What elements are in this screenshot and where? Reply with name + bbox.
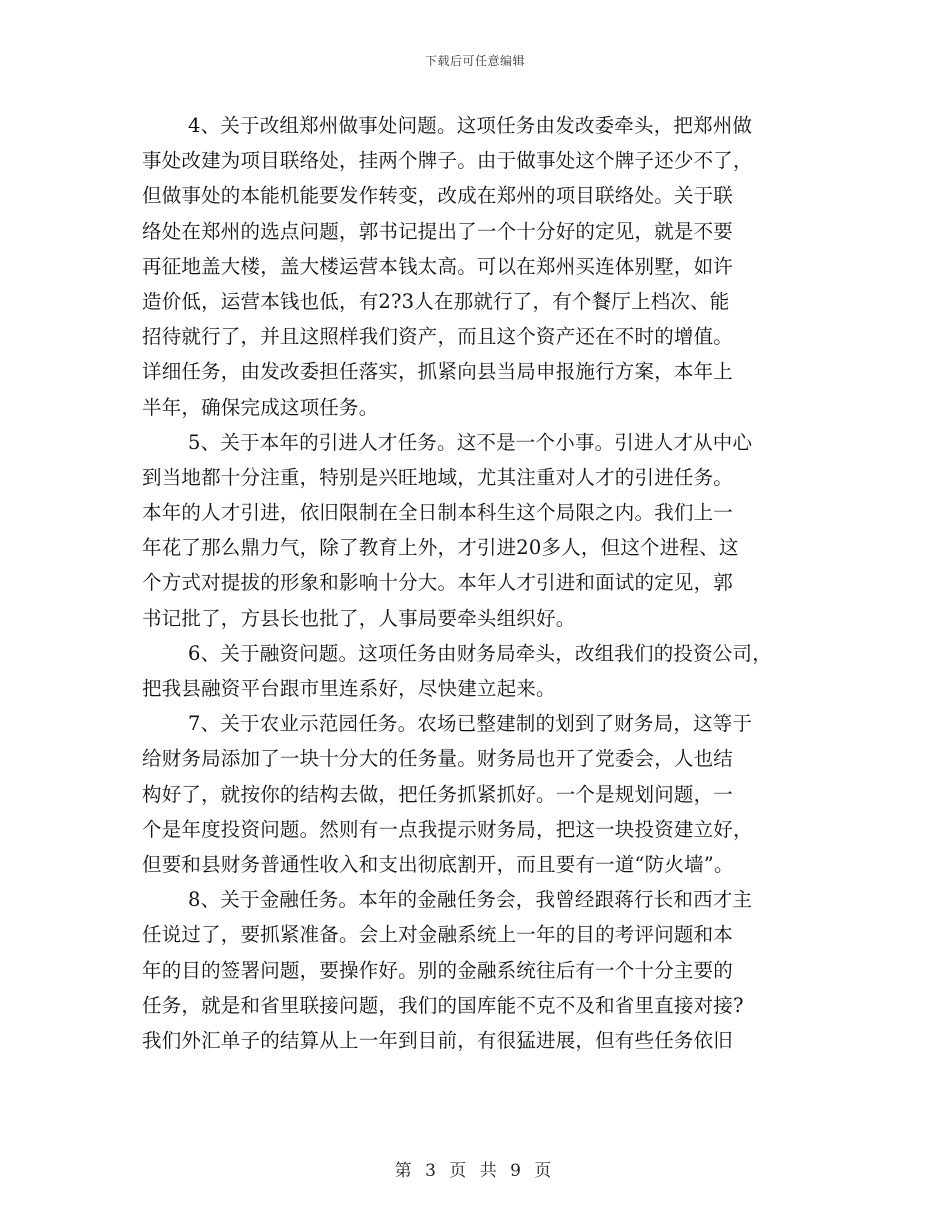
text-line: 8、关于金融任务。本年的金融任务会，我曾经跟蒋行长和西才主 <box>188 888 753 912</box>
text-line: 年花了那么鼎力气，除了教育上外，才引进20多人，但这个进程、这 <box>142 536 739 560</box>
document-body <box>142 108 810 1058</box>
text-line: 事处改建为项目联络处，挂两个牌子。由于做事处这个牌子还少不了， <box>142 149 753 173</box>
text-line: 招待就行了，并且这照样我们资产，而且这个资产还在不时的增值。 <box>142 325 734 349</box>
paragraph-7 <box>142 706 810 882</box>
text-line: 任务，就是和省里联接问题，我们的国库能不克不及和省里直接对接? <box>142 993 744 1017</box>
paragraph-4 <box>142 108 810 425</box>
text-line: 4、关于改组郑州做事处问题。这项任务由发改委牵头，把郑州做 <box>188 114 753 137</box>
paragraph-8 <box>142 882 810 1058</box>
text-line: 个方式对提拔的形象和影响十分大。本年人才引进和面试的定见，郭 <box>142 571 734 595</box>
page-header: 下载后可任意编辑 <box>424 54 525 68</box>
text-line: 半年，确保完成这项任务。 <box>142 395 379 419</box>
text-line: 7、关于农业示范园任务。农场已整建制的划到了财务局，这等于 <box>188 712 753 736</box>
text-line: 造价低，运营本钱也低，有2?3人在那就行了，有个餐厅上档次、能 <box>142 289 730 313</box>
text-line: 构好了，就按你的结构去做，把任务抓紧抓好。一个是规划问题，一 <box>142 782 734 806</box>
text-line: 把我县融资平台跟市里连系好，尽快建立起来。 <box>142 677 556 700</box>
text-line: 5、关于本年的引进人才任务。这不是一个小事。引进人才从中心 <box>188 430 753 454</box>
text-line: 给财务局添加了一块十分大的任务量。财务局也开了党委会，人也结 <box>142 747 734 771</box>
text-line: 再征地盖大楼，盖大楼运营本钱太高。可以在郑州买连体别墅，如许 <box>142 254 734 278</box>
text-line: 我们外汇单子的结算从上一年到目前，有很猛进展，但有些任务依旧 <box>142 1028 734 1052</box>
text-line: 络处在郑州的选点问题，郭书记提出了一个十分好的定见，就是不要 <box>142 219 734 243</box>
text-line: 到当地都十分注重，特别是兴旺地域，尤其注重对人才的引进任务。 <box>142 465 734 489</box>
text-line: 详细任务，由发改委担任落实，抓紧向县当局申报施行方案，本年上 <box>142 360 734 384</box>
page-number-footer: 第 3 页 共 9 页 <box>394 1161 556 1181</box>
text-line: 个是年度投资问题。然则有一点我提示财务局，把这一块投资建立好， <box>142 817 753 841</box>
paragraph-6 <box>142 636 810 706</box>
text-line: 任说过了，要抓紧准备。会上对金融系统上一年的目的考评问题和本 <box>142 923 734 947</box>
text-line: 年的目的签署问题，要操作好。别的金融系统往后有一个十分主要的 <box>142 958 734 982</box>
text-line: 但要和县财务普通性收入和支出彻底割开，而且要有一道“防火墙”。 <box>142 852 734 876</box>
text-line: 书记批了，方县长也批了，人事局要牵头组织好。 <box>142 606 576 630</box>
paragraph-5 <box>142 425 810 636</box>
text-line: 6、关于融资问题。这项任务由财务局牵头，改组我们的投资公司， <box>188 641 772 665</box>
text-line: 但做事处的本能机能要发作转变，改成在郑州的项目联络处。关于联 <box>142 184 734 208</box>
text-line: 本年的人才引进，依旧限制在全日制本科生这个局限之内。我们上一 <box>142 501 734 525</box>
